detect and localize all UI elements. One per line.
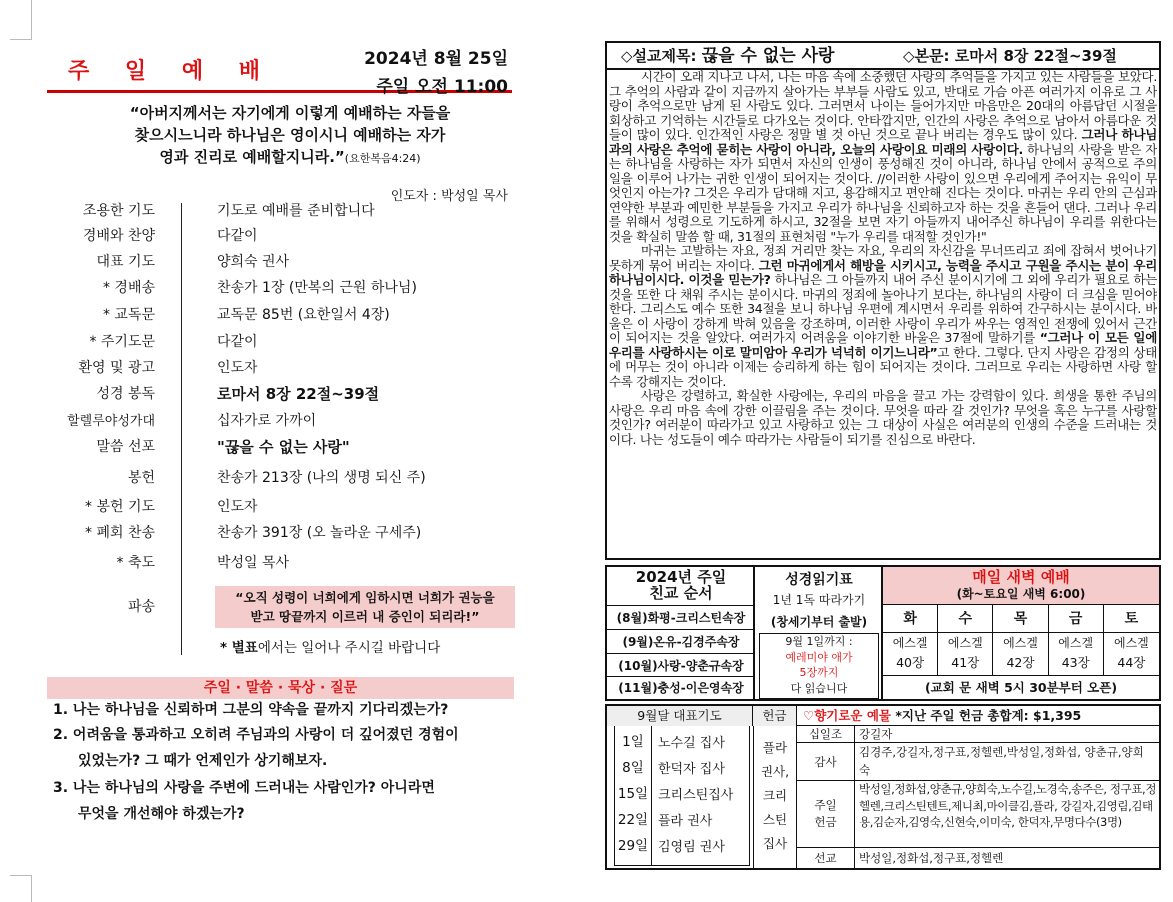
dawn-day-column: [938, 605, 993, 675]
offering-row: [797, 726, 1159, 743]
sermon-text-run: 하나님은 그 아들까지 내어 주신 분이시기에 그 외에 우리가 필요로 하는 것을 또한 다 채워 주시는 분이시다. 마귀의 정죄에 놀아나기 보다는, 하나님의 사랑이 더 크심을 믿어야 한다. 그리스도 예수 또한 34절을 보니 하나님 우편에 계시면서 우리를 위하여 간구하시는 분이시다. 바울은 이 사랑이 강하게 박혀 있음을 강조하며, 이러한 사랑이 우리가 싸우는 영적인 전쟁에 있어서 근간이 되어지는 것을 알았다. 여러가지 어려움을 이야기한 바울은 37절에 말하기를: [609, 272, 1157, 345]
offering-category: 십일조: [797, 726, 855, 743]
sermon-text-run: 하나님의 사랑을 받은 자는 하나님을 사랑하는 자가 되면서 자신의 인생이 풍성해진 것이 아니라, 하나님 안에서 공적으로 주의 일을 이루어 나가는 귀한 인생이 되어지는 것이다. //이러한 사랑이 있으면 우리에게 주어지는 유익이 무엇인지 아는가? 그것은 우리가 담대해 지고, 용감해지고 편안해 진다는 것이다. 마귀는 우리 안의 근심과 연약한 부분과 예민한 부분들을 가지고 우리가 하나님을 신뢰하고자 하는 것을 흔들어 댄다. 그러나 우리를 위해서 성령으로 기도하게 하시고, 32절을 보면 자기 아들까지 내어주신 하나님이 우리를 위한다는 것을 확실히 말씀 할 때, 31절의 표현처럼 "누가 우리를 대적할 것인가!": [609, 141, 1157, 244]
dawn-day: 금: [1049, 605, 1103, 633]
dawn-day-column: [1049, 605, 1104, 675]
sermon-emphasis: 그런 마귀에게서 해방을 시키시고, 능력을 주시고 구원을 주시는 분이 우리 하나님이시다. 이것을 믿는가?: [609, 257, 1157, 287]
sermon-paragraph: [609, 244, 1157, 389]
stand-note-prefix: * 별표: [220, 640, 258, 656]
order-item-label: * 경배송: [102, 280, 155, 296]
dawn-day-column: [883, 605, 938, 675]
order-item-value: 찬송가 1장 (만복의 근원 하나님): [217, 280, 417, 296]
dawn-worship: [883, 567, 1159, 699]
prayer-name: 김영림 권사: [658, 840, 725, 855]
order-item-label: 봉헌: [127, 470, 155, 486]
sermon-paragraph: 사랑은 강렬하고, 확실한 사랑에는, 우리의 마음을 끌고 가는 강력함이 있다. 희생을 통한 주님의 사랑은 우리 마음 속에 강한 이끌림을 주는 것이다. 무엇을 따라 갈 것인가? 무엇을 혹은 누구를 사랑할 것인가? 여러분이 따라가고 있고 사랑하고 있는 그 대상이 사실은 여러분의 인생의 수준을 드러내는 것이다. 나는 성도들이 예수 따라가는 사람들이 되기를 진심으로 바란다.: [609, 388, 1157, 447]
bible-reading-plan: [755, 567, 883, 699]
dawn-book: 에스겔: [892, 636, 928, 650]
fellowship-title: [607, 569, 755, 601]
order-item-value: 찬송가 391장 (오 놀라운 구세주): [217, 525, 422, 541]
order-item-label: * 폐회 찬송: [85, 525, 155, 541]
offering-summary: [803, 706, 1081, 726]
fellowship-item: (9월)온유-김경주속장: [607, 631, 755, 654]
question-item: 무엇을 개선해야 하겠는가?: [78, 806, 245, 822]
order-item-value: 로마서 8장 22절~39절: [217, 385, 380, 403]
sermon-passage: 로마서 8장 22절~39절: [954, 47, 1117, 65]
prayer-name: 플라 권사: [658, 814, 713, 829]
dawn-note: (교회 문 새벽 5시 30분부터 오픈): [883, 675, 1159, 699]
prayer-name: 노수길 집사: [658, 736, 725, 751]
dawn-chapter: 43장: [1061, 655, 1090, 670]
prayer-day: 29일: [617, 838, 649, 854]
offering-row: [797, 743, 1159, 781]
reading-subtitle: (창세기부터 출발): [770, 615, 868, 629]
cash-name-line: 스틴: [762, 812, 788, 827]
order-item-value: 십자가로 가까이: [217, 413, 317, 429]
dawn-day: 목: [993, 605, 1047, 633]
dawn-book: 에스겔: [947, 636, 983, 650]
order-item-value: 박성일 목사: [217, 555, 290, 571]
dawn-chapter: 42장: [1006, 655, 1035, 670]
order-item: [47, 251, 512, 277]
order-item-label: 성경 봉독: [96, 386, 155, 402]
meditation-questions-title: 주일 · 말씀 · 묵상 · 질문: [47, 677, 514, 699]
order-item: [47, 496, 512, 522]
offering-category: 주일 헌금: [797, 781, 855, 848]
offering-header: [607, 706, 1159, 726]
order-item: [47, 467, 512, 493]
reading-title: 성경읽기표: [785, 572, 853, 588]
order-item-label: 환영 및 광고: [78, 360, 155, 376]
order-item: [47, 200, 512, 226]
question-item: 3. 나는 하나님의 사랑을 주변에 드러내는 사람인가? 아니라면: [53, 780, 435, 796]
order-item-value: 다같이: [217, 228, 258, 244]
prayer-schedule: [614, 726, 752, 866]
order-item: [47, 383, 512, 409]
dawn-subtitle: (화~토요일 새벽 6:00): [956, 587, 1086, 601]
question-item: 있었는가? 그 때가 언제인가 상기해보자.: [78, 753, 328, 769]
worship-leader: 인도자 : 박성일 목사: [390, 189, 508, 204]
prayer-day: 1일: [622, 734, 644, 750]
cash-name-line: 크리: [762, 788, 788, 803]
reading-note: [759, 633, 879, 699]
sermon-emphasis: 그러나 하나님과의 사랑은 추억에 묻히는 사랑이 아니라, 오늘의 사랑이요 미래의 사랑이다.: [609, 127, 1157, 157]
reading-note-line: 다 읽습니다: [790, 681, 848, 695]
service-date: 2024년 8월 25일: [364, 49, 508, 69]
sermon-header: [607, 43, 1159, 70]
order-item-value: 양희숙 권사: [217, 254, 290, 270]
theme-verse: [90, 102, 490, 170]
sending-verse-box: [215, 586, 515, 628]
dawn-day-column: [993, 605, 1048, 675]
service-time: 주일 오전 11:00: [376, 77, 508, 97]
order-item: [47, 277, 512, 303]
order-item: [47, 552, 512, 578]
dawn-day: 토: [1104, 605, 1159, 633]
fellowship-title-line: 친교 순서: [649, 584, 713, 602]
order-item-label: * 축도: [116, 555, 155, 571]
offering-details: [797, 726, 1159, 868]
dawn-book: 에스겔: [1003, 636, 1038, 650]
order-item: [47, 357, 512, 383]
question-item: 1. 나는 하나님을 신뢰하며 그분의 약속을 끝까지 기다리겠는가?: [53, 702, 449, 718]
prayer-title: 9월달 대표기도: [607, 706, 753, 726]
cash-name-line: 권사,: [760, 764, 790, 779]
offering-row: [797, 781, 1159, 848]
dawn-book: 에스겔: [1058, 636, 1094, 650]
offering-row: [797, 848, 1159, 868]
dawn-chapter: 40장: [896, 655, 925, 670]
order-item-label: 조용한 기도: [82, 203, 155, 219]
order-item-label: * 봉헌 기도: [85, 499, 155, 515]
dawn-day-column: [1104, 605, 1159, 675]
dawn-book: 에스겔: [1114, 636, 1149, 650]
offering-names: 강길자: [859, 727, 893, 741]
offering-names: 박성일,정화섭,양춘규,양희숙,노수길,노경숙,송주은, 정구표,정헬렌,크리스틴텐트,제니최,마이클김,플라, 강길자,김영림,김태용,김순자,김영숙,신현숙,이미숙, 한덕자,무명다수(3명): [859, 782, 1157, 829]
crop-mark-top-left: [10, 0, 32, 40]
fragrant-label: ♡향기로운 예물: [803, 708, 892, 723]
sermon-title: 끊을 수 없는 사랑: [701, 46, 835, 66]
order-item-label: * 주기도문: [89, 334, 155, 350]
offering-category: 선교: [797, 848, 855, 868]
sending-verse-line: “오직 성령이 너희에게 임하시면 너희가 권능을: [235, 590, 495, 605]
order-item: [47, 522, 512, 548]
order-item-label: 대표 기도: [96, 254, 155, 270]
sermon-title-label: ◇설교제목:: [621, 47, 697, 65]
reading-subtitle: 1년 1독 따라가기: [772, 593, 866, 607]
order-item-value: 기도로 예배를 준비합니다: [217, 203, 375, 219]
dawn-schedule-grid: [883, 605, 1159, 675]
stand-note-text: 에서는 일어나 주시길 바랍니다: [257, 640, 441, 656]
order-item-label: 경배와 찬양: [82, 228, 155, 244]
dawn-chapter: 41장: [951, 655, 980, 670]
order-item-value: 인도자: [217, 360, 258, 376]
prayer-day: 8일: [622, 760, 644, 776]
order-item-label: 파송: [127, 599, 155, 615]
verse-line: 영과 진리로 예배할지니라.”: [159, 148, 345, 166]
cash-name-line: 집사: [762, 836, 788, 851]
offering-names: 박성일,정화섭,정구표,정헬렌: [859, 851, 1004, 865]
prayer-day: 22일: [617, 812, 649, 828]
verse-reference: (요한복음4:24): [344, 152, 421, 165]
reading-note-line: 9월 1일까지 :: [785, 635, 853, 648]
order-item-value: 찬송가 213장 (나의 생명 되신 주): [217, 470, 426, 486]
sermon-passage-label: ◇본문:: [903, 47, 950, 65]
dawn-header: [883, 567, 1159, 605]
order-item-label: 할렐루야성가대: [67, 414, 155, 429]
order-item-value: 인도자: [217, 499, 258, 515]
order-item: [47, 225, 512, 251]
order-item-value: 교독문 85번 (요한일서 4장): [217, 307, 390, 323]
reading-note-line: 5장까지: [799, 666, 839, 679]
reading-note-line: 예레미야 애가: [785, 650, 853, 664]
dawn-title: 매일 새벽 예배: [972, 568, 1070, 586]
sermon-paragraph: [609, 70, 1157, 244]
sermon-text-run: 시간이 오래 지나고 나서, 나는 마음 속에 소중했던 사랑의 추억들을 가지고 있는 사람들을 보았다. 그 추억의 사람과 같이 지금까지 살아가는 부부들 사람도 있고, 반대로 가슴 아픈 여러가지 이유로 그 사랑이 추억으로만 남게 된 사람도 있다. 그러면서 나이는 들어가지만 마음만은 20대의 아름답던 시절을 회상하고 기억하는 시간들로 다가오는 것이다. 안타깝지만, 인간의 사랑은 추억으로 남아서 아름다운 것들이 많이 있다. 인간적인 사랑은 정말 별 것 아닌 것으로 끝나 버리는 경우도 많이 있다.: [609, 70, 1157, 142]
order-item: [47, 410, 512, 436]
verse-line: “아버지께서는 자기에게 이렇게 예배하는 자들을: [129, 104, 451, 122]
fellowship-item: (10월)사랑-양춘규속장: [607, 655, 755, 677]
verse-line: 찾으시느니라 하나님은 영이시니 예배하는 자가: [134, 126, 446, 144]
order-item-value: 다같이: [217, 334, 258, 350]
cash-names: [753, 726, 797, 868]
cash-title: 헌금: [753, 706, 797, 726]
service-datetime: [364, 45, 508, 101]
dawn-chapter: 44장: [1117, 655, 1146, 670]
offering-names: 김경주,강길자,정구표,정헬렌,박성일,정화섭, 양춘규,양희숙: [859, 745, 1144, 777]
dawn-day: 화: [883, 605, 937, 633]
question-item: 2. 어려움을 통과하고 오히려 주님과의 사랑이 더 깊어졌던 경험이: [53, 727, 459, 743]
order-item-value: "끊을 수 없는 사랑": [217, 438, 350, 456]
worship-title: 주 일 예 배: [68, 59, 274, 84]
order-item-label: * 교독문: [102, 307, 155, 323]
order-item: [47, 436, 512, 462]
order-item-label: 말씀 선포: [96, 439, 155, 455]
fellowship-title-line: 2024년 주일: [635, 568, 727, 586]
fellowship-item: (11월)충성-이은영속장: [618, 681, 744, 695]
order-item: [47, 304, 512, 330]
fellowship-item: (8월)화평-크리스틴속장: [607, 607, 755, 630]
crop-mark-bottom-left: [10, 875, 32, 902]
sermon-text: [609, 70, 1157, 558]
offering-category: 감사: [797, 743, 855, 781]
sending-verse-line: 받고 땅끝까지 이르러 내 증인이 되리라!”: [250, 609, 480, 624]
dawn-day: 수: [938, 605, 992, 633]
cash-name-line: 플라: [762, 740, 788, 755]
offering-total: *지난 주일 헌금 총합계: $1,395: [895, 708, 1082, 723]
prayer-name: 크리스틴집사: [658, 788, 734, 803]
order-item: [47, 331, 512, 357]
sermon-emphasis: “그러나 이 모든 일에 우리를 사랑하시는 이로 말미암아 우리가 넉넉히 이기느니라”: [609, 330, 1157, 360]
sermon-text-run: 고 한다. 그렇다. 단지 사랑은 감정의 상태에 머무는 것이 아니라 이제는 승리하게 하는 힘이 되어지는 것이다. 그러므로 우리는 사랑하면 사랑 할수록 강해지는 것이다.: [609, 344, 1157, 389]
sermon-text-run: 마귀는 고발하는 자요, 정죄 거리만 찾는 자요, 우리의 자신감을 무너뜨리고 죄에 잡혀서 벗어나기 못하게 묶어 버리는 자이다.: [609, 243, 1157, 273]
prayer-day: 15일: [617, 786, 649, 802]
prayer-name: 한덕자 집사: [658, 762, 725, 777]
stand-note: [220, 636, 440, 656]
fellowship-order: [607, 567, 755, 699]
